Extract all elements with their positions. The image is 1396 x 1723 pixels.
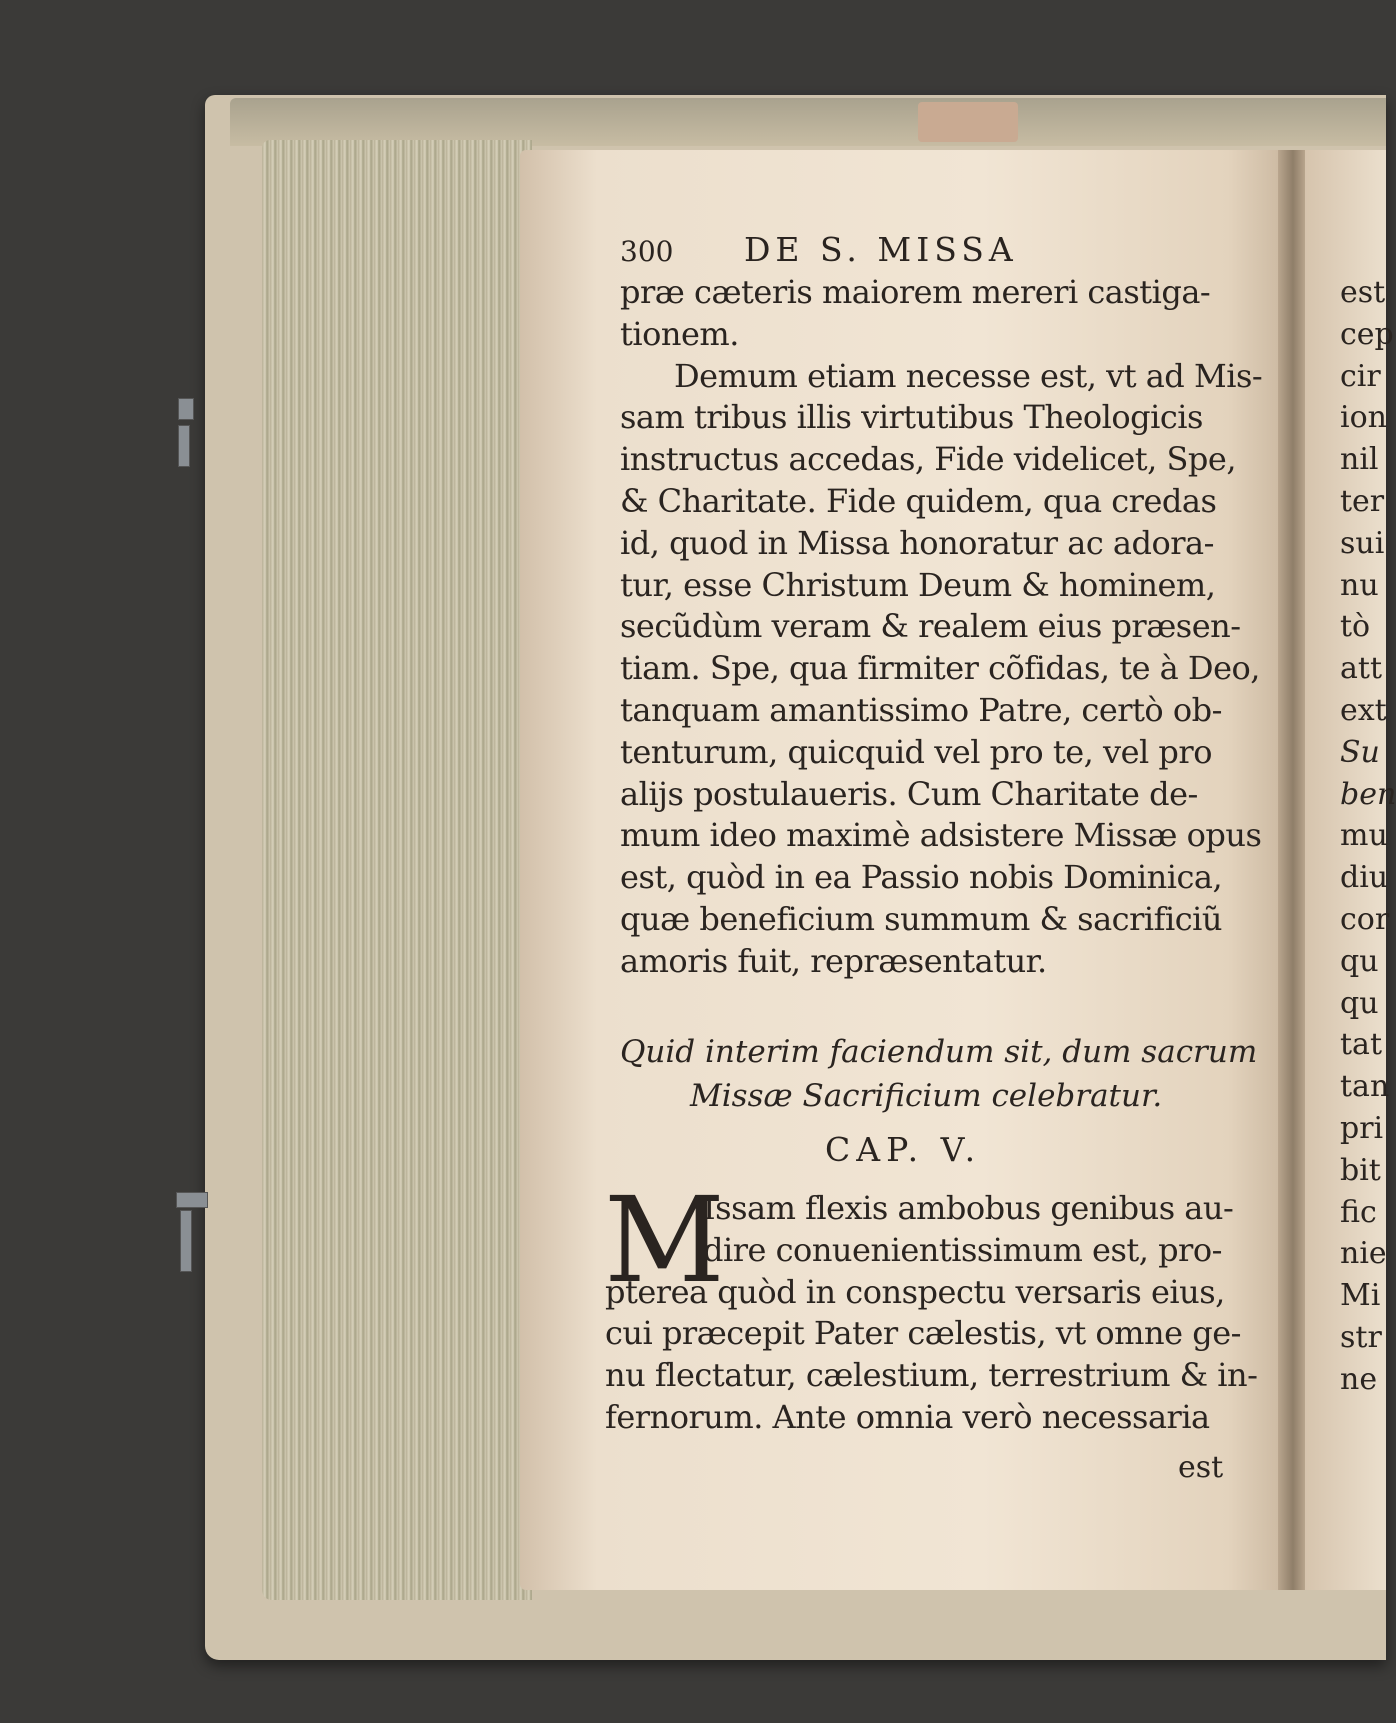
text-line: fernorum. Ante omnia verò necessaria [605, 1397, 1210, 1436]
clasp-bottom-hinge-icon [180, 1210, 192, 1272]
text-line: tionem. [620, 314, 739, 353]
fragment: nu [1340, 567, 1379, 603]
catchword: est [1178, 1450, 1224, 1485]
text-line: tur, esse Christum Deum & hominem, [620, 565, 1216, 604]
running-title: DE S. MISSA [743, 230, 1018, 269]
fragment: est [1340, 275, 1386, 310]
fragment: ben [1340, 776, 1396, 812]
text-line: quæ beneficium summum & sacrificiũ [620, 899, 1222, 938]
text-line: est, quòd in ea Passio nobis Dominica, [620, 858, 1223, 897]
text-line: dire conuenientissimum est, pro- [703, 1230, 1222, 1269]
fragment: ext [1340, 692, 1387, 728]
fragment: sui [1340, 525, 1385, 561]
text-line: pterea quòd in conspectu versaris eius, [605, 1272, 1225, 1311]
book-headband [230, 98, 1386, 146]
page-gutter [1278, 150, 1308, 1590]
fragment: qu [1340, 943, 1379, 979]
fragment: fic [1340, 1194, 1377, 1230]
chapter-title-line-1: Quid interim faciendum sit, dum sacrum [620, 1034, 1258, 1070]
text-line: Demum etiam necesse est, vt ad Mis- [674, 356, 1263, 395]
text-line: mum ideo maximè adsistere Missæ opus [620, 816, 1262, 855]
fragment: tò [1340, 609, 1371, 645]
text-line: sam tribus illis virtutibus Theologicis [620, 398, 1203, 437]
clasp-top-hinge-icon [178, 425, 190, 467]
fragment: str [1340, 1319, 1382, 1355]
fragment: diu [1340, 860, 1389, 896]
fragment: tan [1340, 1069, 1390, 1105]
chapter-title-line-2: Missæ Sacrificium celebratur. [690, 1078, 1163, 1114]
page-edges [262, 140, 532, 1600]
fragment: mu [1340, 818, 1388, 854]
running-header [620, 230, 1018, 269]
text-line: id, quod in Missa honoratur ac adora- [620, 523, 1214, 562]
fragment: ne [1340, 1361, 1378, 1397]
fragment: qu [1340, 985, 1379, 1021]
text-line: tenturum, quicquid vel pro te, vel pro [620, 732, 1212, 771]
text-line: instructus accedas, Fide videlicet, Spe, [620, 440, 1237, 479]
chapter-title [620, 1030, 1258, 1118]
drop-initial: M [604, 1171, 725, 1309]
fragment: Mi [1340, 1278, 1381, 1314]
clasp-bottom-icon [176, 1192, 208, 1208]
worn-patch [918, 102, 1018, 142]
fragment: pri [1340, 1110, 1384, 1146]
fragment: Su [1340, 734, 1380, 770]
right-page-text [1340, 272, 1396, 1401]
text-line: secũdùm veram & realem eius præsen- [620, 607, 1241, 646]
text-line: amoris fuit, repræsentatur. [620, 941, 1047, 980]
text-line: tiam. Spe, qua firmiter cõfidas, te à Deo, [620, 649, 1260, 688]
fragment: cir [1340, 358, 1381, 394]
fragment: ter [1340, 483, 1385, 519]
page-number: 300 [620, 235, 674, 268]
fragment: cep [1340, 316, 1394, 352]
text-line: alijs postulaueris. Cum Charitate de- [620, 774, 1198, 813]
fragment: nie [1340, 1236, 1387, 1272]
fragment: nil [1340, 442, 1379, 478]
text-line: & Charitate. Fide quidem, qua credas [620, 481, 1217, 520]
fragment: bit [1340, 1152, 1381, 1188]
fragment: ion [1340, 400, 1387, 436]
fragment: cor [1340, 901, 1390, 937]
body-text [620, 272, 1263, 983]
text-line: Issam flexis ambobus genibus au- [703, 1189, 1234, 1227]
text-line: cui præcepit Pater cælestis, vt omne ge- [605, 1314, 1241, 1353]
fragment: tat [1340, 1027, 1382, 1063]
chapter-number: CAP. V. [825, 1130, 982, 1169]
text-line: tanquam amantissimo Patre, certò ob- [620, 690, 1222, 729]
text-line: nu flectatur, cælestium, terrestrium & in- [605, 1356, 1258, 1395]
text-line: præ cæteris maiorem mereri castiga- [620, 273, 1211, 311]
clasp-top-icon [178, 398, 194, 420]
chapter-text [604, 1171, 1258, 1439]
fragment: att [1340, 651, 1382, 687]
